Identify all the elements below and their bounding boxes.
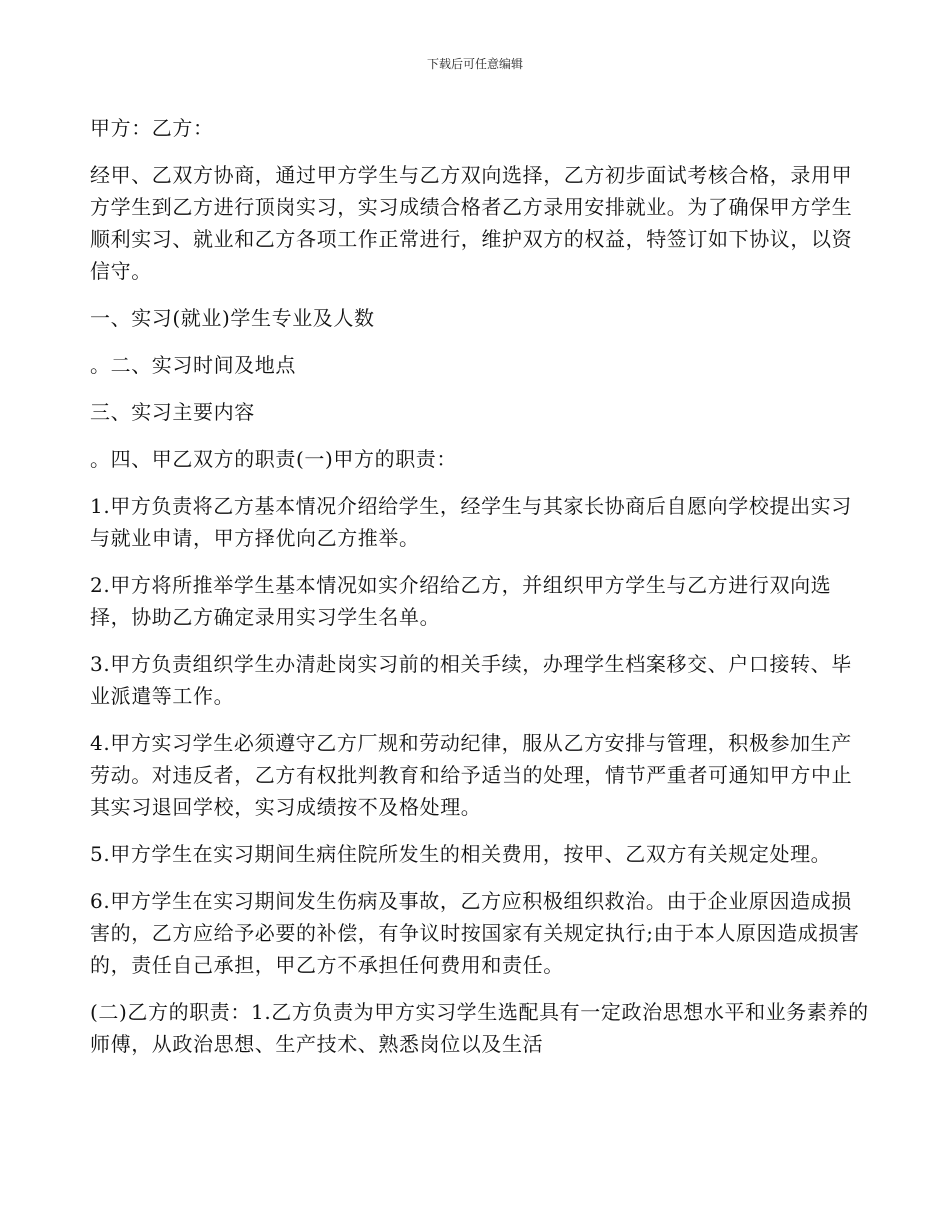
document-body [90, 112, 870, 1075]
clause-1: 1.甲方负责将乙方基本情况介绍给学生，经学生与其家长协商后自愿向学校提出实习与就业申请，甲方择优向乙方推举。 [90, 494, 852, 550]
parties-line: 甲方：乙方： [90, 116, 214, 140]
clause-3: 3.甲方负责组织学生办清赴岗实习前的相关手续，办理学生档案移交、户口接转、毕业派遣等工作。 [90, 652, 852, 708]
clause-4: 4.甲方实习学生必须遵守乙方厂规和劳动纪律，服从乙方安排与管理，积极参加生产劳动。对违反者，乙方有权批判教育和给予适当的处理，情节严重者可通知甲方中止其实习退回学校，实习成绩按不及格处理。 [90, 731, 853, 819]
clause-5: 5.甲方学生在实习期间生病住院所发生的相关费用，按甲、乙双方有关规定处理。 [90, 842, 832, 866]
clause-6: 6.甲方学生在实习期间发生伤病及事故，乙方应积极组织救治。由于企业原因造成损害的，乙方应给予必要的补偿，有争议时按国家有关规定执行;由于本人原因造成损害的，责任自己承担，甲乙方不承担任何费用和责任。 [90, 889, 860, 977]
section-heading-4: 。四、甲乙双方的职责(一)甲方的职责： [90, 447, 458, 471]
page-header-note: 下载后可任意编辑 [426, 57, 523, 71]
preamble-paragraph: 经甲、乙双方协商，通过甲方学生与乙方双向选择，乙方初步面试考核合格，录用甲方学生到乙方进行顶岗实习，实习成绩合格者乙方录用安排就业。为了确保甲方学生顺利实习、就业和乙方各项工作正常进行，维护双方的权益，特签订如下协议，以资信守。 [90, 163, 853, 283]
section-heading-3: 三、实习主要内容 [90, 400, 255, 424]
clause-2: 2.甲方将所推举学生基本情况如实介绍给乙方，并组织甲方学生与乙方进行双向选择，协助乙方确定录用实习学生名单。 [90, 573, 832, 629]
party-b-duties: (二)乙方的职责：1.乙方负责为甲方实习学生选配具有一定政治思想水平和业务素养的师傅，从政治思想、生产技术、熟悉岗位以及生活 [90, 1000, 869, 1056]
section-heading-1: 一、实习(就业)学生专业及人数 [90, 306, 375, 330]
section-heading-2: 。二、实习时间及地点 [90, 353, 296, 377]
